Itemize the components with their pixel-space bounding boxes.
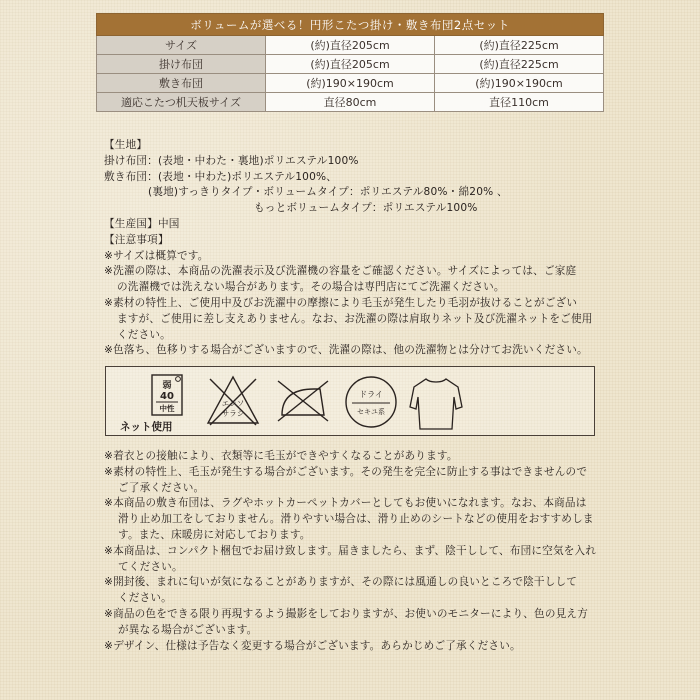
row-label: サイズ bbox=[97, 36, 266, 55]
note-line: 滑り止め加工をしておりません。滑りやすい場合は、滑り止めのシートなどの使用をおすすめしま bbox=[118, 513, 594, 526]
wash-temp-label: 40 bbox=[160, 391, 174, 402]
row-value: (約)直径225cm bbox=[435, 55, 604, 74]
row-value: 直径110cm bbox=[435, 93, 604, 112]
spec-table-title: ボリュームが選べる！円形こたつ掛け・敷き布団2点セット bbox=[97, 14, 604, 36]
caution-line: ※素材の特性上、ご使用中及びお洗濯中の摩擦により毛玉が発生したり毛羽が抜けることがござい bbox=[104, 296, 578, 309]
no-bleach-icon bbox=[204, 373, 262, 429]
net-use-label: ネット使用 bbox=[120, 421, 173, 433]
row-label: 掛け布団 bbox=[97, 55, 266, 74]
note-line: てください。 bbox=[118, 560, 183, 573]
bleach-label-line1: エンソ bbox=[221, 399, 245, 408]
bleach-label-line2: サラシ bbox=[221, 409, 245, 418]
caution-heading: 【注意事項】 bbox=[104, 233, 169, 246]
note-line: が異なる場合がございます。 bbox=[118, 623, 258, 636]
notes-section bbox=[104, 449, 604, 654]
caution-line: ください。 bbox=[117, 328, 171, 341]
note-line: す。また、床暖房に対応しております。 bbox=[118, 528, 311, 541]
care-symbols-box bbox=[105, 366, 595, 436]
material-line: 掛け布団：(表地・中わた・裏地)ポリエステル100% bbox=[104, 154, 359, 167]
hand-wash-40-icon bbox=[150, 373, 184, 417]
row-label: 適応こたつ机天板サイズ bbox=[97, 93, 266, 112]
caution-line: ※サイズは概算です。 bbox=[104, 249, 209, 262]
origin-text: 【生産国】中国 bbox=[104, 217, 180, 230]
table-row bbox=[97, 36, 604, 55]
note-line: ※本商品の敷き布団は、ラグやホットカーペットカバーとしてもお使いになれます。なお、本商品は bbox=[104, 497, 587, 510]
dry-clean-bottom-label: セキユ系 bbox=[357, 408, 385, 416]
note-line: ※素材の特性上、毛玉が発生する場合がございます。その発生を完全に防止する事はできませんので bbox=[104, 465, 588, 478]
material-heading: 【生地】 bbox=[104, 139, 148, 151]
note-line: ください。 bbox=[118, 592, 172, 605]
row-value: (約)190×190cm bbox=[266, 74, 435, 93]
caution-line: ますが、ご使用に差し支えありません。なお、お洗濯の際は肩取りネット及び洗濯ネットをご使用 bbox=[117, 312, 593, 325]
shirt-dry-icon bbox=[406, 373, 466, 433]
material-line: (裏地)すっきりタイプ・ボリュームタイプ：ポリエステル80%・綿20% 、 bbox=[148, 186, 508, 199]
table-row bbox=[97, 55, 604, 74]
row-value: 直径80cm bbox=[266, 93, 435, 112]
spec-table bbox=[96, 13, 604, 112]
row-value: (約)190×190cm bbox=[435, 74, 604, 93]
table-row bbox=[97, 74, 604, 93]
note-line: ※開封後、まれに匂いが気になることがありますが、その際には風通しの良いところで陰干しして bbox=[104, 576, 578, 589]
dry-clean-top-label: ドライ bbox=[359, 390, 383, 399]
dry-clean-icon bbox=[342, 373, 400, 431]
row-value: (約)直径205cm bbox=[266, 36, 435, 55]
row-value: (約)直径205cm bbox=[266, 55, 435, 74]
material-line: もっとボリュームタイプ：ポリエステル100% bbox=[254, 202, 478, 215]
note-line: ※本商品は、コンパクト梱包でお届け致します。届きましたら、まず、陰干しして、布団に空気を入れ bbox=[104, 544, 597, 557]
material-and-caution-section bbox=[104, 138, 604, 359]
row-value: (約)直径225cm bbox=[435, 36, 604, 55]
note-line: ※デザイン、仕様は予告なく変更する場合がございます。あらかじめご了承ください。 bbox=[104, 639, 521, 652]
caution-line: ※洗濯の際は、本商品の洗濯表示及び洗濯機の容量をご確認ください。サイズによっては、ご家庭 bbox=[104, 265, 577, 278]
table-row bbox=[97, 93, 604, 112]
caution-line: ※色落ち、色移りする場合がございますので、洗濯の際は、他の洗濯物とは分けてお洗いください。 bbox=[104, 344, 588, 357]
note-line: ※商品の色をできる限り再現するよう撮影をしておりますが、お使いのモニターにより、色の見え方 bbox=[104, 607, 588, 620]
no-iron-icon bbox=[274, 377, 332, 425]
note-line: ※着衣との接触により、衣類等に毛玉ができやすくなることがあります。 bbox=[104, 450, 458, 462]
wash-detergent-label: 中性 bbox=[159, 404, 175, 413]
material-line: 敷き布団：(表地・中わた)ポリエステル100%、 bbox=[104, 170, 338, 183]
row-label: 敷き布団 bbox=[97, 74, 266, 93]
caution-line: の洗濯機では洗えない場合があります。その場合は専門店にてご洗濯ください。 bbox=[117, 281, 505, 294]
wash-strength-label: 弱 bbox=[162, 381, 172, 391]
note-line: ご了承ください。 bbox=[118, 481, 205, 494]
